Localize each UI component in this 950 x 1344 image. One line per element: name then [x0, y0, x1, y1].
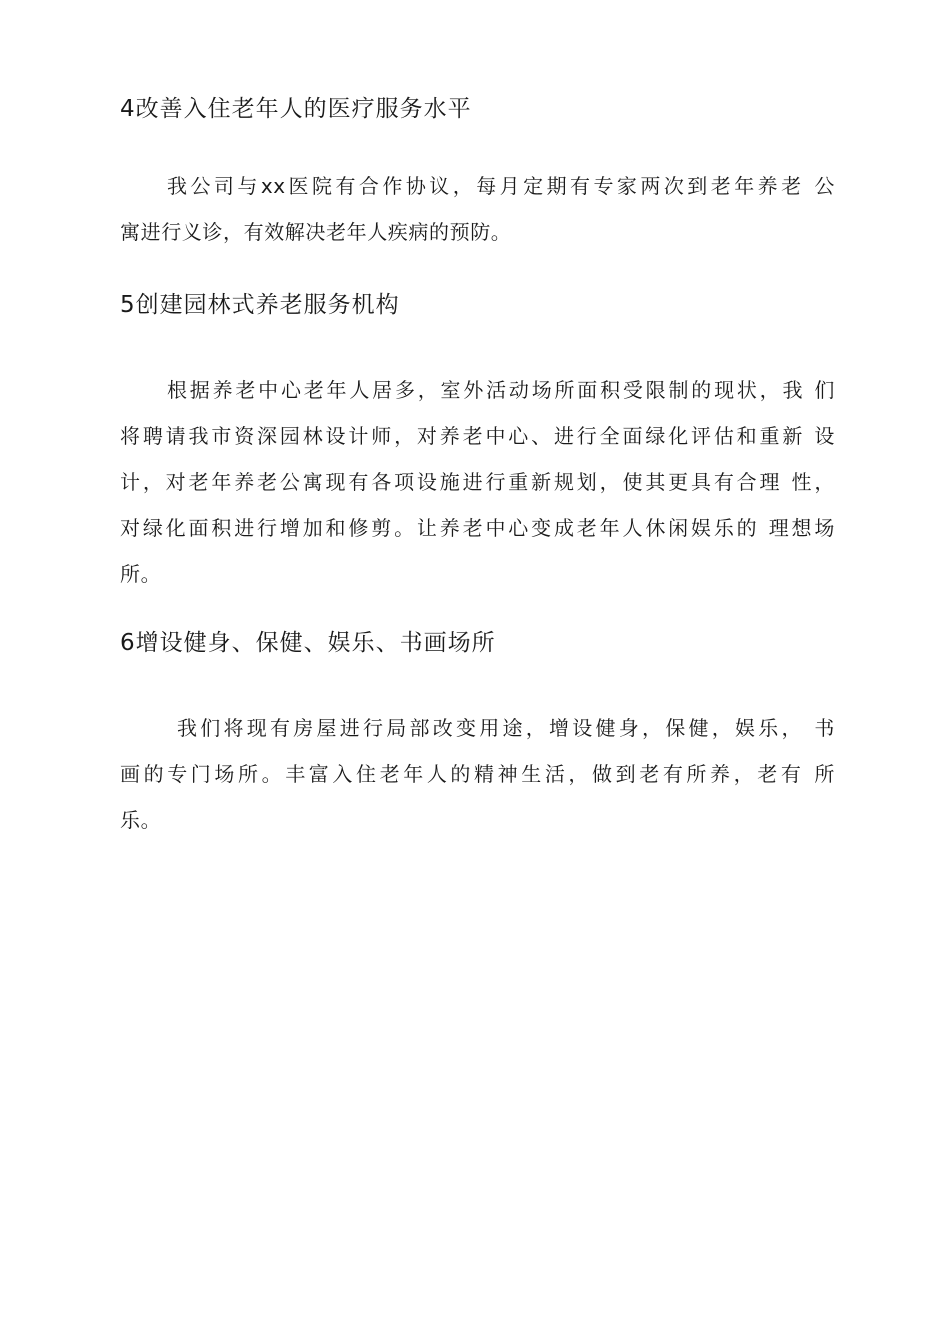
paragraph-line: 将聘请我市资深园林设计师，对养老中心、进行全面绿化评估和重新 设 — [120, 424, 835, 448]
section-5-paragraph — [120, 367, 835, 597]
section-4-paragraph — [120, 163, 835, 255]
section-6-heading: 6增设健身、保健、娱乐、书画场所 — [120, 630, 496, 656]
paragraph-line: 所。 — [120, 562, 162, 586]
paragraph-line: 根据养老中心老年人居多，室外活动场所面积受限制的现状，我 们 — [167, 378, 835, 402]
paragraph-line: 乐。 — [120, 808, 162, 832]
section-4-heading: 4改善入住老年人的医疗服务水平 — [120, 96, 472, 122]
paragraph-line: 我公司与xx医院有合作协议，每月定期有专家两次到老年养老 公 — [167, 174, 835, 198]
paragraph-line: 计，对老年养老公寓现有各项设施进行重新规划，使其更具有合理 性， — [120, 470, 835, 494]
section-6-paragraph — [120, 705, 835, 843]
paragraph-line: 寓进行义诊，有效解决老年人疾病的预防。 — [120, 220, 512, 244]
paragraph-line: 画的专门场所。丰富入住老年人的精神生活，做到老有所养，老有 所 — [120, 762, 835, 786]
paragraph-line: 对绿化面积进行增加和修剪。让养老中心变成老年人休闲娱乐的 理想场 — [120, 516, 835, 540]
section-5-heading: 5创建园林式养老服务机构 — [120, 292, 400, 318]
paragraph-line: 我们将现有房屋进行局部改变用途，增设健身，保健，娱乐， 书 — [177, 716, 835, 740]
